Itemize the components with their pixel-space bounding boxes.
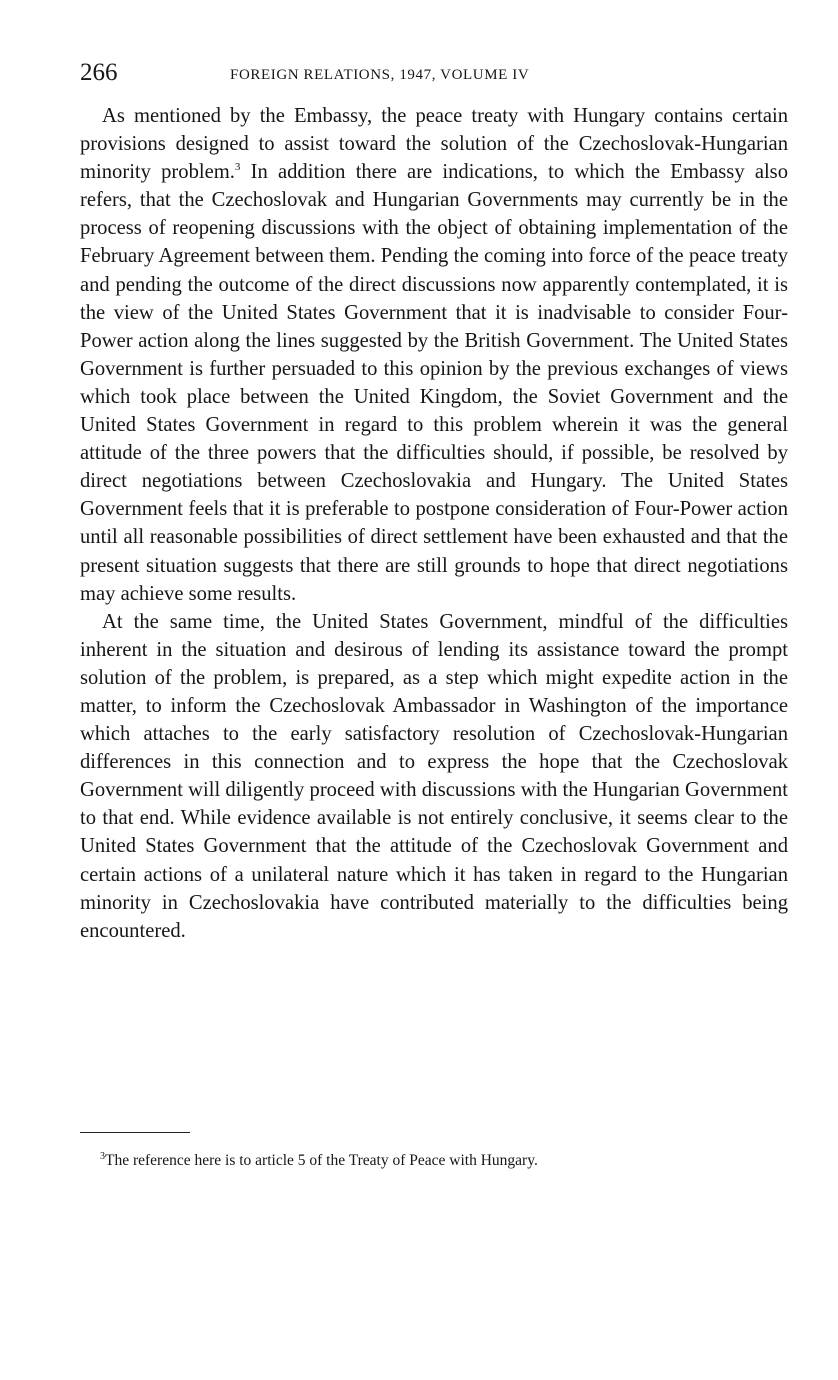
paragraph-1-text-b: In addition there are indications, to which the Embassy also refers, that the Czechoslovak and Hungarian Governments may currently be in the process of reopening discussions with the object of obtaining implementation of the February Agreement between them. Pending the coming into force of the peace treaty and pending the outcome of the direct discussions now apparently contemplated, it is the view of the United States Government that it is inadvisable to consider Four-Power action along the lines suggested by the British Government. The United States Government is further persuaded to this opinion by the previous exchanges of views which took place between the United Kingdom, the Soviet Government and the United States Government in regard to this problem wherein it was the general attitude of the three powers that the difficulties should, if possible, be resolved by direct negotiations between Czechoslovakia and Hungary. The United States Government feels that it is preferable to postpone consideration of Four-Power action until all reasonable possibilities of direct settlement have been exhausted and that the present situation suggests that there are still grounds to hope that direct negotiations may achieve some results. [80, 161, 788, 605]
paragraph-1 [80, 102, 788, 608]
footnote-reference: 3 [234, 161, 241, 174]
paragraph-1-text-a: As mentioned by the Embassy, the peace treaty with Hungary contains certain provisions designed to assist toward the solution of the Czechoslovak-Hungarian minority problem. [80, 105, 788, 184]
footnote-marker: 3 [100, 1150, 105, 1162]
page-number: 266 [80, 59, 118, 86]
running-head: FOREIGN RELATIONS, 1947, VOLUME IV [230, 67, 530, 83]
footnote-text: The reference here is to article 5 of the Treaty of Peace with Hungary. [105, 1152, 538, 1169]
footnote [100, 1150, 788, 1172]
paragraph-2: At the same time, the United States Government, mindful of the difficulties inherent in the situation and desirous of lending its assistance toward the prompt solution of the problem, is prepared, as a step which might expedite action in the matter, to inform the Czechoslovak Ambassador in Washington of the importance which attaches to the early satisfactory resolution of Czechoslovak-Hungarian differences in this connection and to express the hope that the Czechoslovak Government will diligently proceed with discussions with the Hungarian Government to that end. While evidence available is not entirely conclusive, it seems clear to the United States Government that the attitude of the Czechoslovak Government and certain actions of a unilateral nature which it has taken in regard to the Hungarian minority in Czechoslovakia have contributed materially to the difficulties being encountered. [80, 610, 788, 942]
page-header [80, 58, 788, 88]
footnote-divider [80, 1132, 190, 1133]
body-text [80, 102, 788, 945]
